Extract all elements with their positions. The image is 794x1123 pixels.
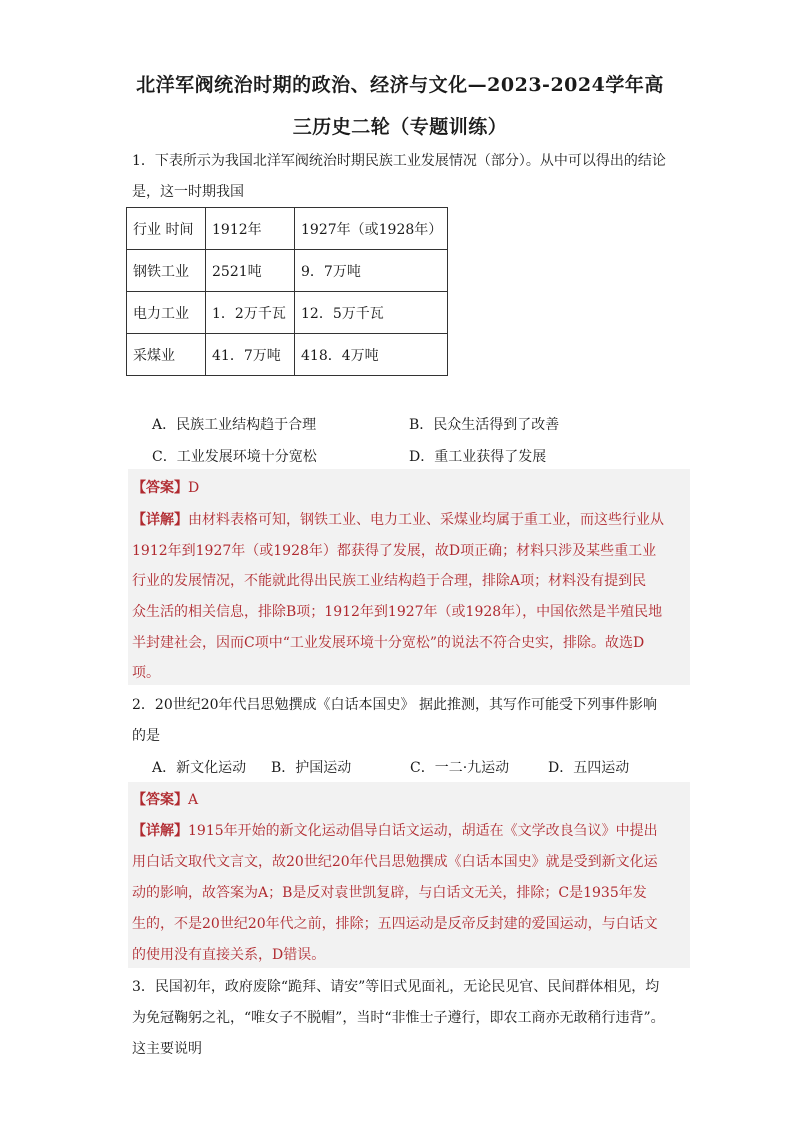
q2-option-b[interactable]: B．护国运动: [271, 760, 352, 776]
q1-detail-line-2: 1912年到1927年（或1928年）都获得了发展，故D项正确；材料只涉及某些重工业: [132, 543, 657, 559]
q2-answer: [132, 789, 198, 809]
industry-table: [126, 207, 448, 376]
q1-detail-line-3: 行业的发展情况，不能就此得出民族工业结构趋于合理，排除A项；材料没有提到民: [132, 573, 647, 589]
table-row: [127, 250, 448, 292]
q3-stem-line-2: 为免冠鞠躬之礼，“唯女子不脱帽”，当时“非惟士子遵行，即农工商亦无敢稍行违背”。: [132, 1010, 665, 1026]
table-cell: 41．7万吨: [206, 334, 295, 376]
table-cell: 2521吨: [206, 250, 295, 292]
detail-text: 由材料表格可知，钢铁工业、电力工业、采煤业均属于重工业，而这些行业从: [188, 512, 664, 528]
q2-detail-line-2: 用白话文取代文言文，故20世纪20年代吕思勉撰成《白话本国史》就是受到新文化运: [132, 854, 658, 870]
table-cell: 1927年（或1928年）: [295, 208, 448, 250]
table-row: [127, 334, 448, 376]
q1-stem-line-2: 是，这一时期我国: [132, 184, 244, 200]
q2-stem-line-1: 2．20世纪20年代吕思勉撰成《白话本国史》 据此推测，其写作可能受下列事件影响: [132, 697, 657, 713]
table-header-row: [127, 208, 448, 250]
table-cell: 9．7万吨: [295, 250, 448, 292]
document-title-line-1: 北洋军阀统治时期的政治、经济与文化—2023-2024学年高: [136, 74, 664, 96]
answer-value: D: [188, 480, 200, 496]
q1-detail-line-4: 众生活的相关信息，排除B项；1912年到1927年（或1928年），中国依然是半殖民地: [132, 604, 663, 620]
table-cell: 采煤业: [127, 334, 206, 376]
answer-tag: 【答案】: [132, 792, 188, 808]
q3-stem-line-1: 3．民国初年，政府废除“跪拜、请安”等旧式见面礼，无论民见官、民间群体相见，均: [132, 979, 660, 995]
q1-option-d[interactable]: D．重工业获得了发展: [409, 449, 547, 465]
q1-option-a[interactable]: A．民族工业结构趋于合理: [152, 417, 317, 433]
q2-detail-line-4: 生的，不是20世纪20年代之前，排除；五四运动是反帝反封建的爱国运动，与白话文: [132, 916, 658, 932]
table-row: [127, 292, 448, 334]
q1-option-c[interactable]: C．工业发展环境十分宽松: [152, 449, 317, 465]
table-cell: 1．2万千瓦: [206, 292, 295, 334]
answer-value: A: [188, 792, 199, 808]
detail-tag: 【详解】: [132, 823, 188, 839]
q2-stem-line-2: 的是: [132, 728, 160, 744]
table-cell: 12．5万千瓦: [295, 292, 448, 334]
q1-detail-line-5: 半封建社会，因而C项中“工业发展环境十分宽松”的说法不符合史实，排除。故选D: [132, 635, 645, 651]
q2-option-c[interactable]: C．一二·九运动: [410, 760, 510, 776]
q2-detail-line-3: 动的影响，故答案为A；B是反对袁世凯复辟，与白话文无关，排除；C是1935年发: [132, 885, 647, 901]
table-cell: 418．4万吨: [295, 334, 448, 376]
q2-detail-line-1: [132, 820, 658, 840]
q1-detail-line-1: [132, 509, 664, 529]
detail-tag: 【详解】: [132, 512, 188, 528]
answer-tag: 【答案】: [132, 480, 188, 496]
document-title-line-2: 三历史二轮（专题训练）: [292, 116, 508, 138]
table-cell: 行业 时间: [127, 208, 206, 250]
q1-option-b[interactable]: B．民众生活得到了改善: [409, 417, 560, 433]
q1-stem-line-1: 1．下表所示为我国北洋军阀统治时期民族工业发展情况（部分）。从中可以得出的结论: [132, 153, 666, 169]
q2-answer-panel: [128, 782, 690, 968]
detail-text: 1915年开始的新文化运动倡导白话文运动，胡适在《文学改良刍议》中提出: [188, 823, 658, 839]
table-cell: 1912年: [206, 208, 295, 250]
q3-stem-line-3: 这主要说明: [132, 1041, 202, 1057]
q2-detail-line-5: 的使用没有直接关系，D错误。: [132, 947, 326, 963]
q1-answer: [132, 477, 199, 497]
q2-option-a[interactable]: A．新文化运动: [152, 760, 247, 776]
q2-option-d[interactable]: D．五四运动: [548, 760, 630, 776]
table-cell: 电力工业: [127, 292, 206, 334]
table-cell: 钢铁工业: [127, 250, 206, 292]
q1-detail-line-6: 项。: [132, 665, 160, 681]
